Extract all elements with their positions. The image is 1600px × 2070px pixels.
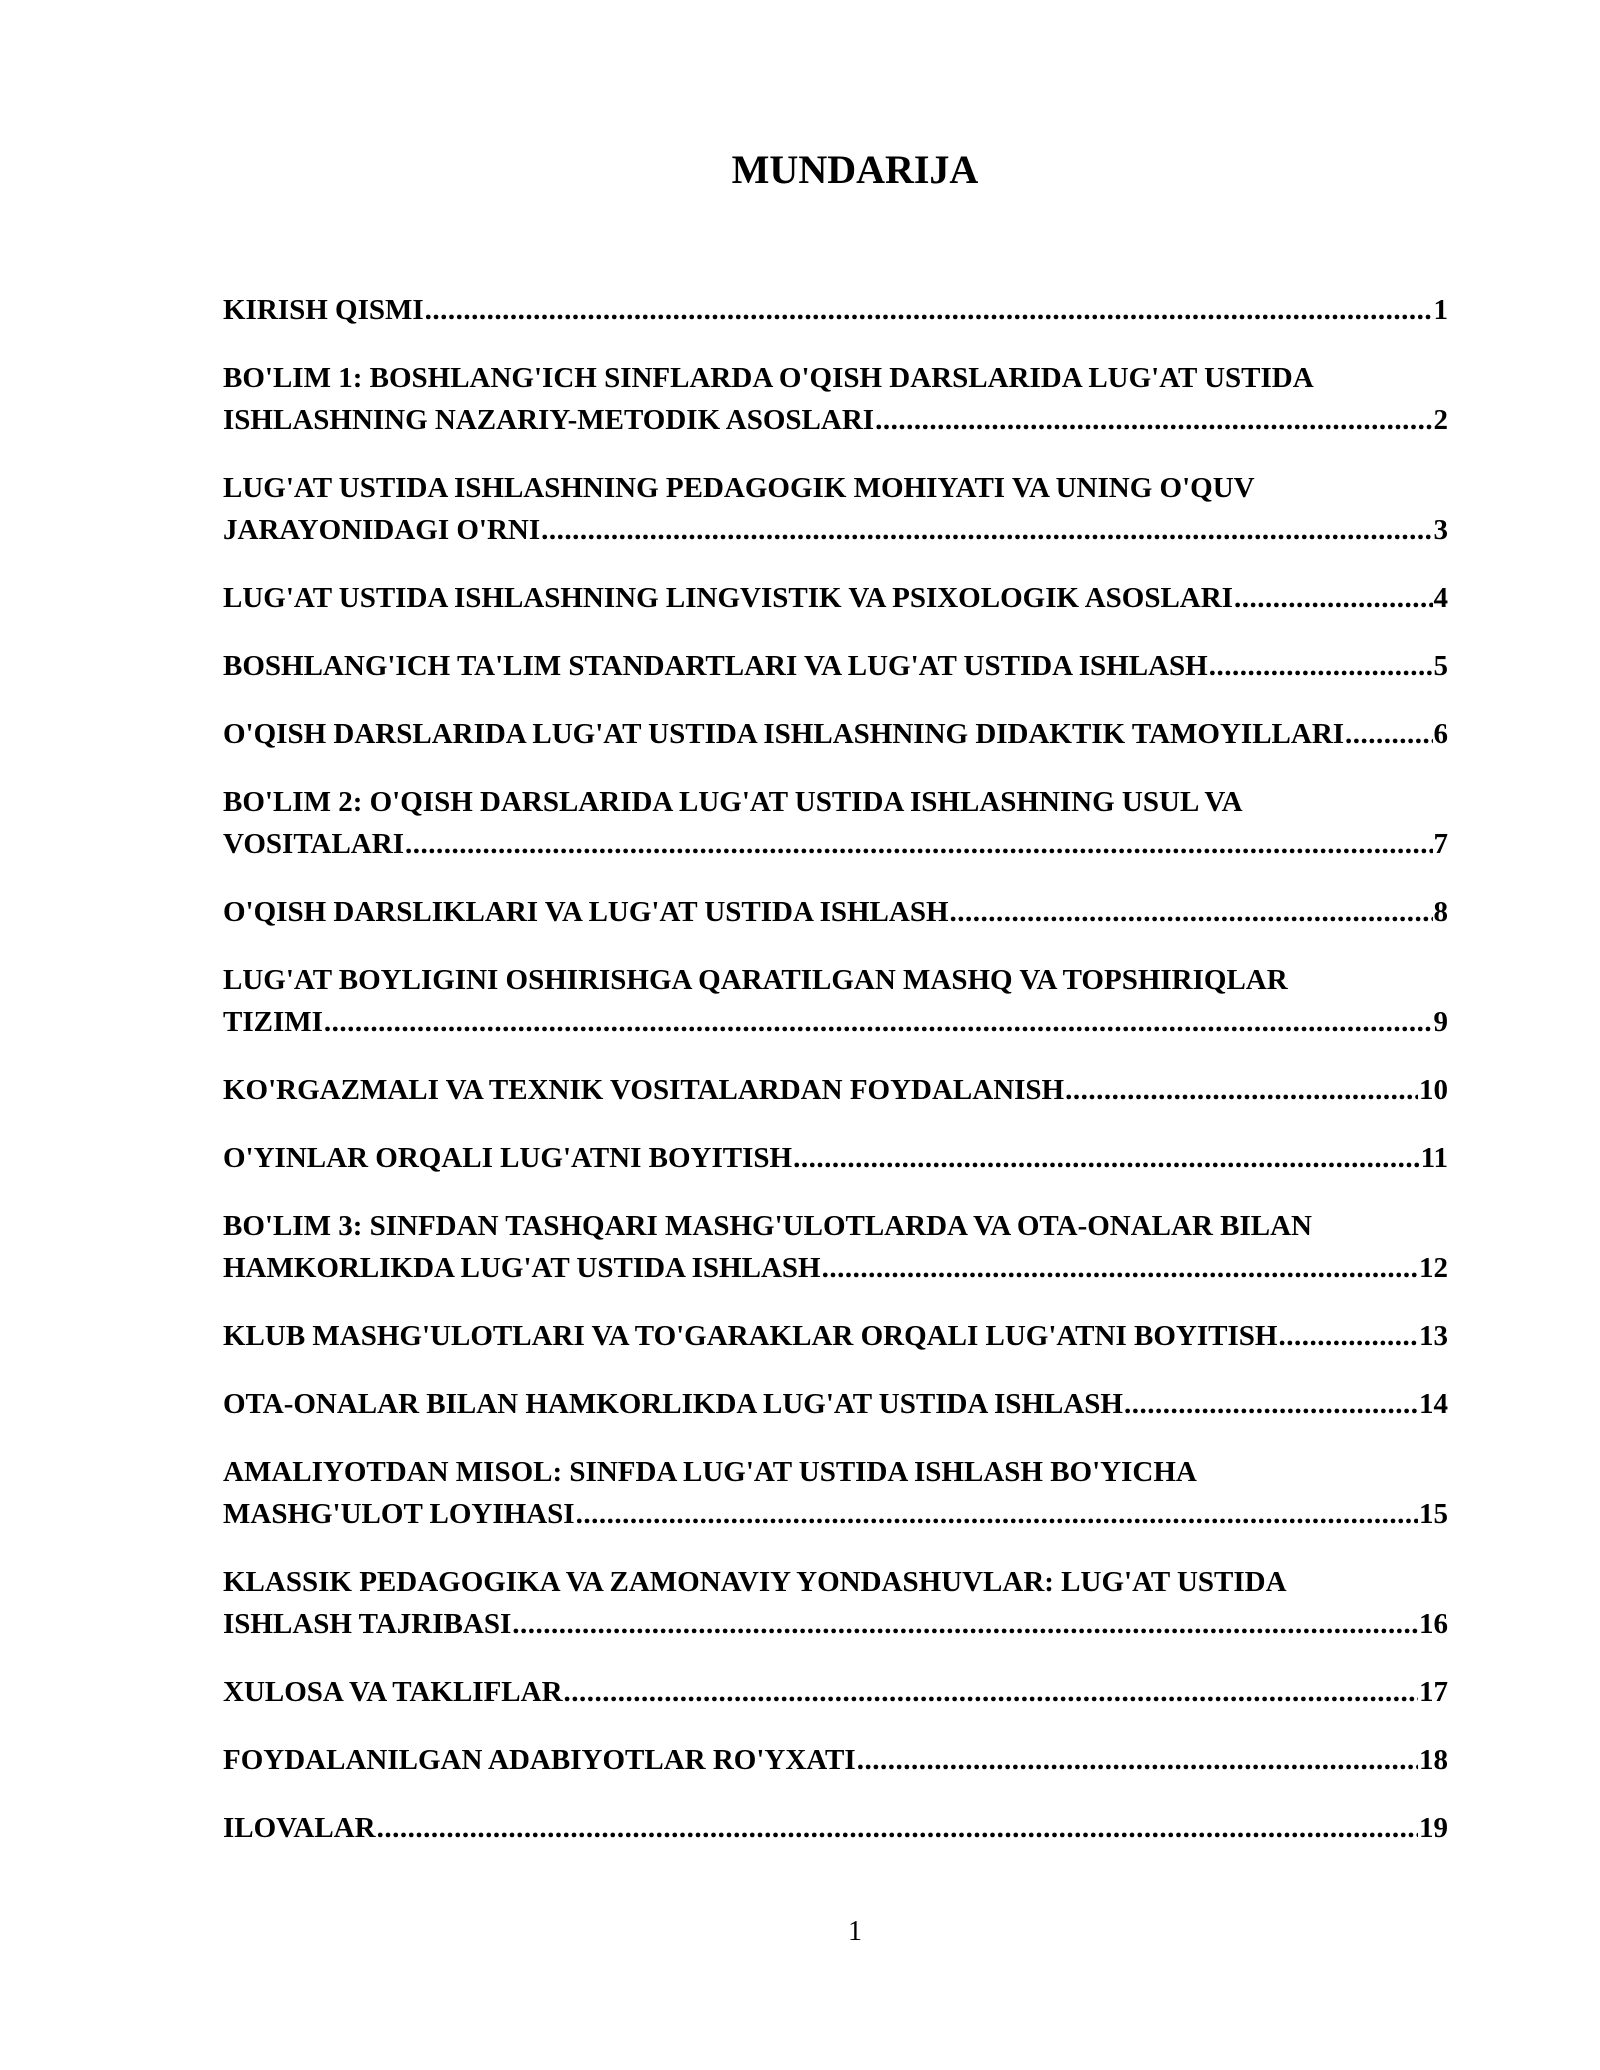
toc-entry[interactable]	[223, 1205, 1448, 1289]
toc-entry-last-line	[223, 577, 1448, 619]
toc-entry[interactable]	[223, 713, 1448, 755]
toc-page-number: 1	[1433, 294, 1448, 326]
toc-entry-last-line	[223, 289, 1448, 331]
toc-dot-leader	[875, 399, 1432, 441]
toc-entry-title-line: ISHLASHNING NAZARIY-METODIK ASOSLARI	[223, 404, 875, 436]
toc-page-number: 13	[1419, 1320, 1448, 1352]
toc-page-number: 12	[1419, 1252, 1448, 1284]
toc-dot-leader	[1124, 1383, 1418, 1425]
toc-dot-leader	[1234, 577, 1433, 619]
toc-dot-leader	[1065, 1069, 1418, 1111]
toc-entry-title-line: BO'LIM 3: SINFDAN TASHQARI MASHG'ULOTLARDA VA OTA-ONALAR BILAN	[223, 1210, 1313, 1242]
toc-dot-leader	[1278, 1315, 1418, 1357]
toc-entry[interactable]	[223, 959, 1448, 1043]
toc-entry[interactable]	[223, 1671, 1448, 1713]
page-number: 1	[848, 1916, 862, 1947]
toc-entry-title-line: BOSHLANG'ICH TA'LIM STANDARTLARI VA LUG'AT USTIDA ISHLASH	[223, 650, 1208, 682]
toc-dot-leader	[1209, 645, 1433, 687]
toc-entry-last-line	[223, 1247, 1448, 1289]
toc-dot-leader	[405, 823, 1433, 865]
toc-entry[interactable]	[223, 1807, 1448, 1849]
toc-entry-last-line	[223, 1383, 1448, 1425]
toc-dot-leader	[950, 891, 1433, 933]
toc-dot-leader	[564, 1671, 1418, 1713]
toc-entry-last-line	[223, 1137, 1448, 1179]
toc-entry-title-line: FOYDALANILGAN ADABIYOTLAR RO'YXATI	[223, 1744, 856, 1776]
toc-dot-leader	[541, 509, 1432, 551]
toc-page-number: 11	[1420, 1142, 1448, 1174]
toc-entry-title-line: BO'LIM 2: O'QISH DARSLARIDA LUG'AT USTIDA ISHLASHNING USUL VA	[223, 786, 1243, 818]
toc-entry[interactable]	[223, 1315, 1448, 1357]
toc-entry[interactable]	[223, 781, 1448, 865]
toc-page-number: 3	[1433, 514, 1448, 546]
toc-dot-leader	[576, 1493, 1418, 1535]
toc-entry-title-line: HAMKORLIKDA LUG'AT USTIDA ISHLASH	[223, 1252, 821, 1284]
toc-entry-title-line: LUG'AT BOYLIGINI OSHIRISHGA QARATILGAN MASHQ VA TOPSHIRIQLAR	[223, 964, 1288, 996]
toc-entry-title-line: OTA-ONALAR BILAN HAMKORLIKDA LUG'AT USTIDA ISHLASH	[223, 1388, 1123, 1420]
toc-entry-last-line	[223, 509, 1448, 551]
page-title: MUNDARIJA	[731, 147, 979, 192]
toc-dot-leader	[324, 1001, 1433, 1043]
toc-page-number: 8	[1433, 896, 1448, 928]
toc-entry-title-line: O'YINLAR ORQALI LUG'ATNI BOYITISH	[223, 1142, 793, 1174]
toc-entry-last-line	[223, 645, 1448, 687]
toc-entry-title-line: BO'LIM 1: BOSHLANG'ICH SINFLARDA O'QISH DARSLARIDA LUG'AT USTIDA	[223, 362, 1314, 394]
toc-entry-title-line: KO'RGAZMALI VA TEXNIK VOSITALARDAN FOYDALANISH	[223, 1074, 1065, 1106]
toc-entry[interactable]	[223, 577, 1448, 619]
toc-page-number: 19	[1419, 1812, 1448, 1844]
toc-entry-title-line: O'QISH DARSLIKLARI VA LUG'AT USTIDA ISHLASH	[223, 896, 949, 928]
toc-page-number: 18	[1419, 1744, 1448, 1776]
toc-entry-title-line: KIRISH QISMI	[223, 294, 424, 326]
toc-entry[interactable]	[223, 289, 1448, 331]
toc-dot-leader	[793, 1137, 1419, 1179]
toc-entry-last-line	[223, 713, 1448, 755]
toc-entry-title-line: KLASSIK PEDAGOGIKA VA ZAMONAVIY YONDASHUVLAR: LUG'AT USTIDA	[223, 1566, 1287, 1598]
toc-entry-title-line: O'QISH DARSLARIDA LUG'AT USTIDA ISHLASHNING DIDAKTIK TAMOYILLARI	[223, 718, 1345, 750]
toc-entry[interactable]	[223, 1383, 1448, 1425]
toc-page-number: 16	[1419, 1608, 1448, 1640]
table-of-contents	[223, 289, 1448, 1875]
toc-page-number: 7	[1433, 828, 1448, 860]
toc-entry-title-line: TIZIMI	[223, 1006, 323, 1038]
toc-entry-last-line	[223, 1603, 1448, 1645]
toc-dot-leader	[512, 1603, 1418, 1645]
toc-entry-title-line: KLUB MASHG'ULOTLARI VA TO'GARAKLAR ORQALI LUG'ATNI BOYITISH	[223, 1320, 1278, 1352]
toc-entry-title-line: AMALIYOTDAN MISOL: SINFDA LUG'AT USTIDA ISHLASH BO'YICHA	[223, 1456, 1197, 1488]
toc-page-number: 6	[1433, 718, 1448, 750]
toc-entry-title-line: VOSITALARI	[223, 828, 404, 860]
toc-entry[interactable]	[223, 1451, 1448, 1535]
toc-entry[interactable]	[223, 891, 1448, 933]
toc-dot-leader	[1345, 713, 1432, 755]
toc-entry-title-line: LUG'AT USTIDA ISHLASHNING PEDAGOGIK MOHIYATI VA UNING O'QUV	[223, 472, 1255, 504]
toc-entry-title-line: XULOSA VA TAKLIFLAR	[223, 1676, 563, 1708]
toc-entry-last-line	[223, 1739, 1448, 1781]
toc-page-number: 10	[1419, 1074, 1448, 1106]
toc-page-number: 9	[1433, 1006, 1448, 1038]
toc-entry-last-line	[223, 823, 1448, 865]
toc-entry-last-line	[223, 891, 1448, 933]
toc-entry-title-line: LUG'AT USTIDA ISHLASHNING LINGVISTIK VA PSIXOLOGIK ASOSLARI	[223, 582, 1233, 614]
toc-dot-leader	[822, 1247, 1418, 1289]
toc-entry[interactable]	[223, 1137, 1448, 1179]
toc-dot-leader	[425, 289, 1433, 331]
toc-entry-title-line: MASHG'ULOT LOYIHASI	[223, 1498, 575, 1530]
toc-page-number: 2	[1433, 404, 1448, 436]
toc-entry[interactable]	[223, 1069, 1448, 1111]
toc-entry-last-line	[223, 1001, 1448, 1043]
toc-entry-title-line: JARAYONIDAGI O'RNI	[223, 514, 541, 546]
toc-page-number: 14	[1419, 1388, 1448, 1420]
toc-dot-leader	[857, 1739, 1418, 1781]
toc-entry-title-line: ILOVALAR	[223, 1812, 376, 1844]
toc-entry-last-line	[223, 399, 1448, 441]
toc-entry-title-line: ISHLASH TAJRIBASI	[223, 1608, 512, 1640]
toc-page-number: 5	[1433, 650, 1448, 682]
toc-entry-last-line	[223, 1807, 1448, 1849]
toc-entry-last-line	[223, 1493, 1448, 1535]
toc-dot-leader	[377, 1807, 1418, 1849]
toc-entry[interactable]	[223, 357, 1448, 441]
toc-entry-last-line	[223, 1315, 1448, 1357]
toc-entry-last-line	[223, 1069, 1448, 1111]
toc-entry[interactable]	[223, 467, 1448, 551]
toc-entry[interactable]	[223, 1739, 1448, 1781]
toc-entry[interactable]	[223, 1561, 1448, 1645]
toc-page-number: 17	[1419, 1676, 1448, 1708]
toc-page-number: 15	[1419, 1498, 1448, 1530]
toc-entry-last-line	[223, 1671, 1448, 1713]
toc-entry[interactable]	[223, 645, 1448, 687]
toc-page-number: 4	[1433, 582, 1448, 614]
